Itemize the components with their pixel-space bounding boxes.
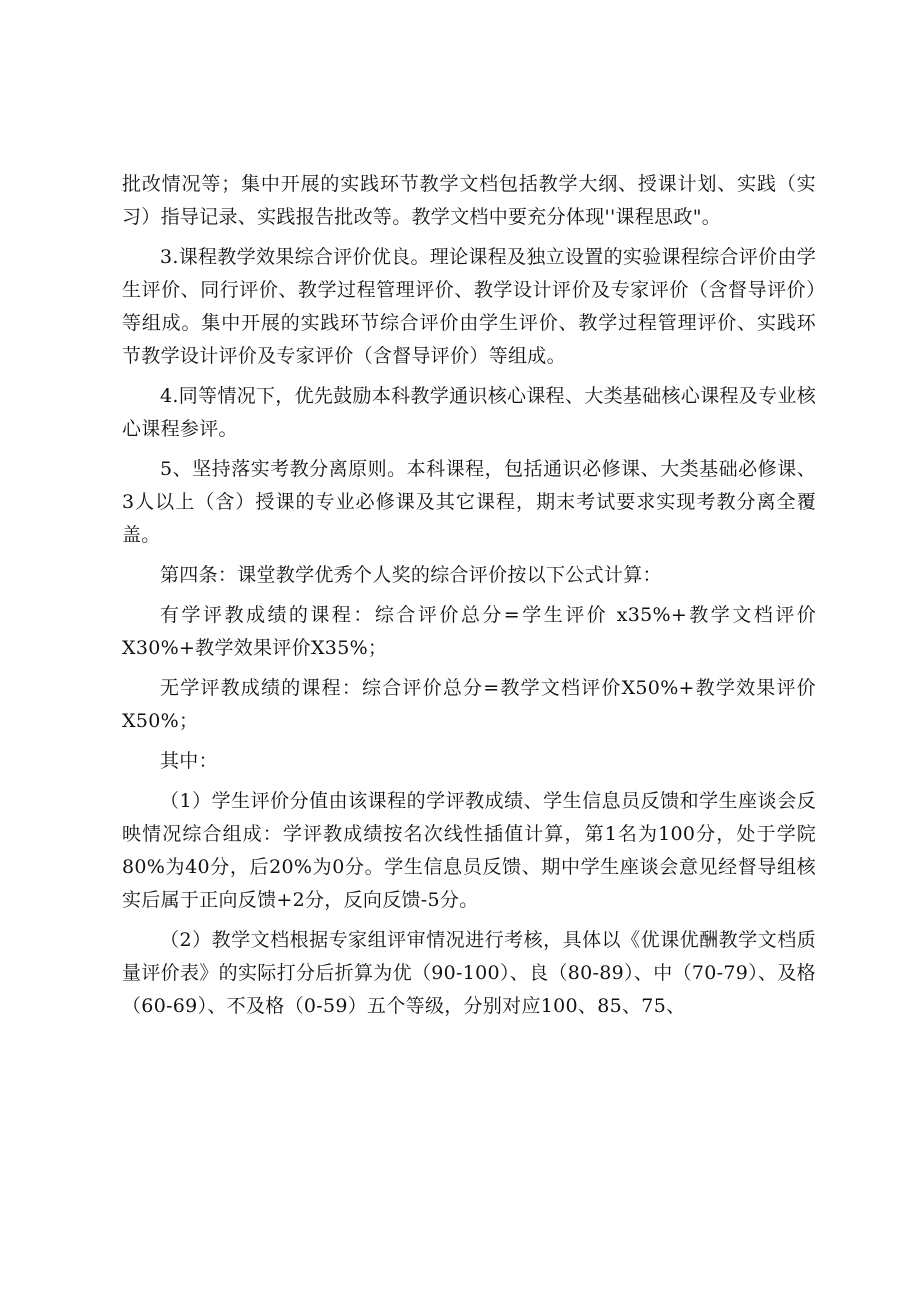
paragraph-item-4: 4.同等情况下，优先鼓励本科教学通识核心课程、大类基础核心课程及专业核心课程参评。 <box>122 385 816 440</box>
paragraph-item-5: 5、坚持落实考教分离原则。本科课程，包括通识必修课、大类基础必修课、3人以上（含）授课的专业必修课及其它课程，期末考试要求实现考教分离全覆盖。 <box>122 458 816 546</box>
sub-item-1: （1）学生评价分值由该课程的学评教成绩、学生信息员反馈和学生座谈会反映情况综合组成：学评教成绩按名次线性插值计算，第1名为100分，处于学院80%为40分，后20%为0分。学生信息员反馈、期中学生座谈会意见经督导组核实后属于正向反馈+2分，反向反馈-5分。 <box>122 790 816 911</box>
formula-with-student-eval: 有学评教成绩的课程：综合评价总分=学生评价 x35%+教学文档评价X30%+教学效果评价X35%； <box>122 604 816 659</box>
article-four-heading: 第四条：课堂教学优秀个人奖的综合评价按以下公式计算： <box>160 564 662 586</box>
document-body <box>122 168 816 1023</box>
formula-without-student-eval: 无学评教成绩的课程：综合评价总分=教学文档评价X50%+教学效果评价X50%； <box>122 677 816 732</box>
paragraph-item-3: 3.课程教学效果综合评价优良。理论课程及独立设置的实验课程综合评价由学生评价、同行评价、教学过程管理评价、教学设计评价及专家评价（含督导评价）等组成。集中开展的实践环节综合评价由学生评价、教学过程管理评价、实践环节教学设计评价及专家评价（含督导评价）等组成。 <box>122 246 816 367</box>
sub-item-2: （2）教学文档根据专家组评审情况进行考核，具体以《优课优酬教学文档质量评价表》的实际打分后折算为优（90-100）、良（80-89）、中（70-79）、及格（60-69）、不及格（0-59）五个等级，分别对应100、85、75、 <box>122 929 816 1017</box>
paragraph-continuation: 批改情况等；集中开展的实践环节教学文档包括教学大纲、授课计划、实践（实习）指导记录、实践报告批改等。教学文档中要充分体现''课程思政"。 <box>122 173 816 228</box>
among-which-label: 其中： <box>160 750 218 772</box>
